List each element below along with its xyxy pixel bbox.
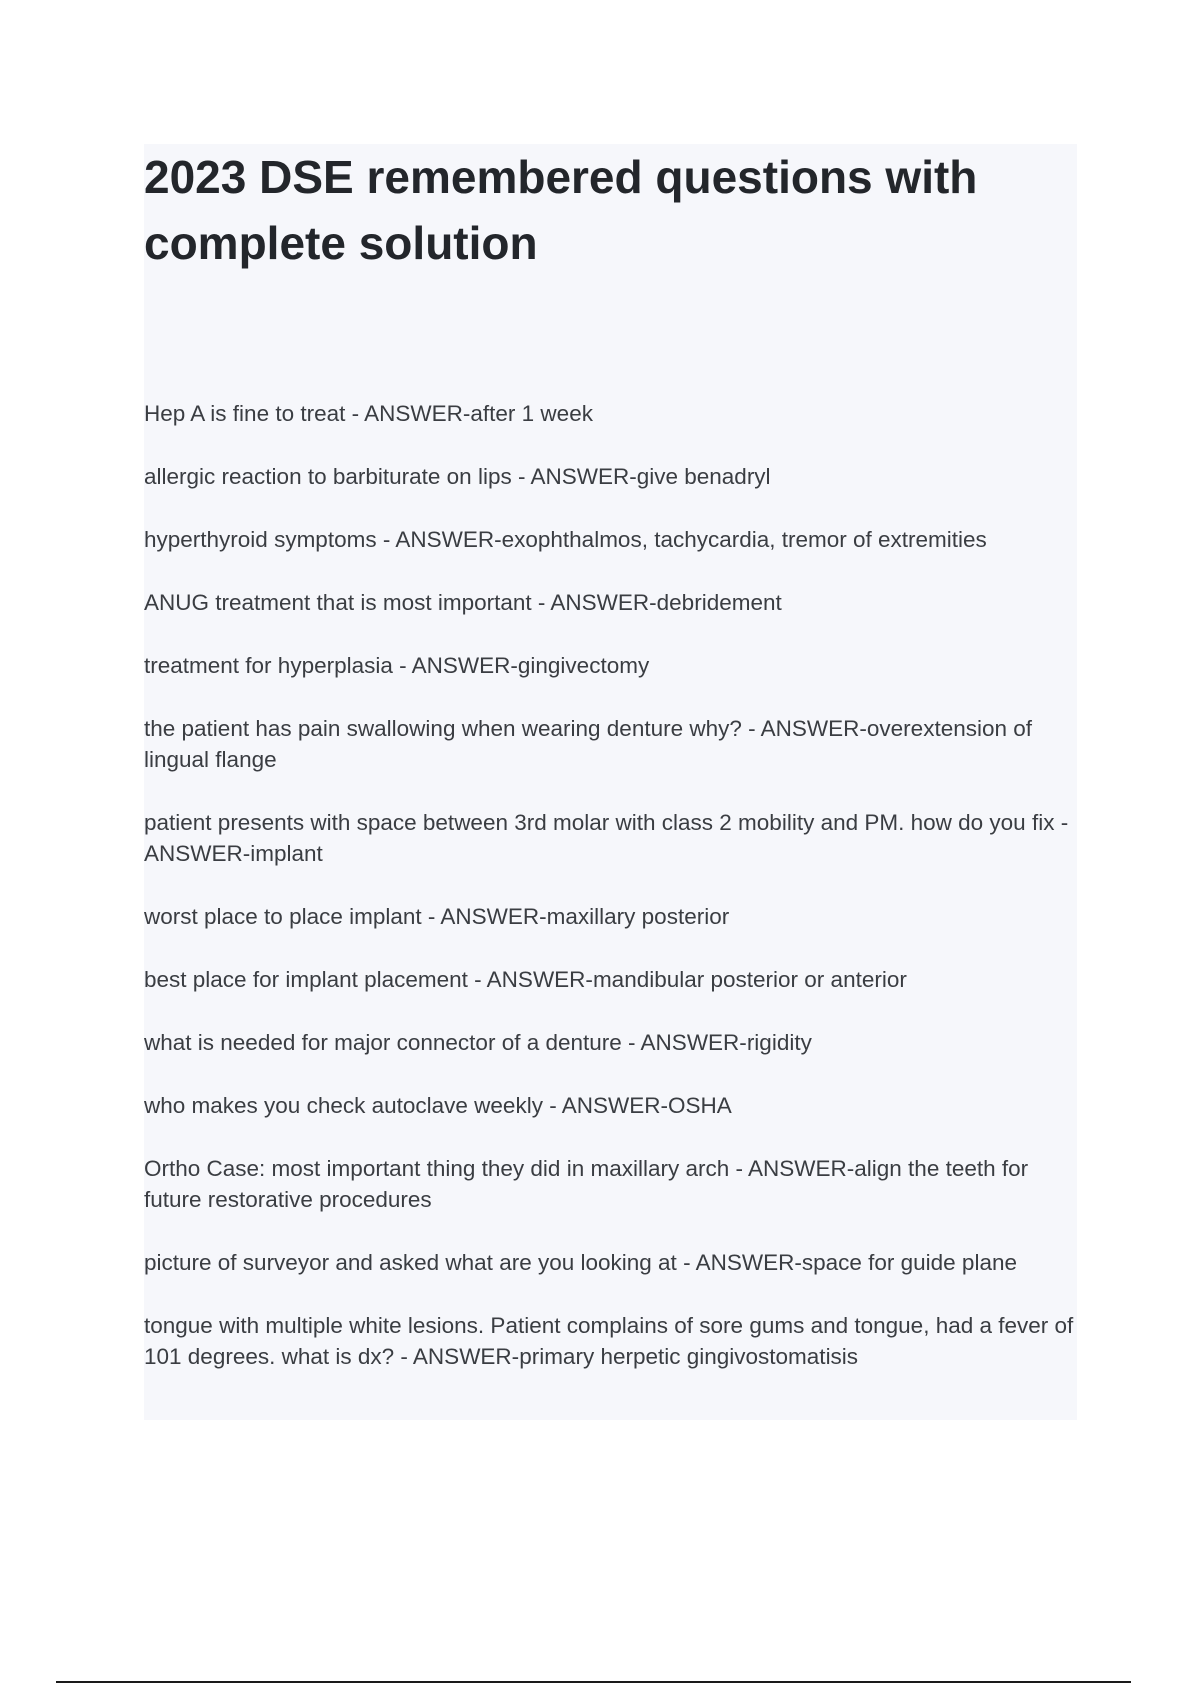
qa-list — [144, 398, 1084, 1404]
answer-text: gingivectomy — [517, 653, 650, 678]
answer-prefix: - ANSWER- — [376, 527, 502, 552]
answer-text: overextension of lingual flange — [144, 716, 1033, 772]
answer-prefix: - ANSWER- — [392, 653, 518, 678]
answer-text: space for guide plane — [801, 1250, 1017, 1275]
document-title: 2023 DSE remembered questions with complete solution — [144, 151, 978, 269]
question-text: who makes you check autoclave weekly — [144, 1093, 543, 1118]
question-text: patient presents with space between 3rd molar with class 2 mobility and PM. how do you fix — [144, 810, 1055, 835]
question-text: tongue with multiple white lesions. Patient complains of sore gums and tongue, had a fever of 101 degrees. what is dx? — [144, 1313, 1074, 1369]
answer-prefix: - ANSWER- — [421, 904, 547, 929]
answer-prefix: - ANSWER- — [394, 1344, 520, 1369]
answer-text: align the teeth for future restorative procedures — [144, 1156, 1029, 1212]
question-text: best place for implant placement — [144, 967, 468, 992]
qa-item — [144, 1247, 1084, 1278]
answer-text: rigidity — [746, 1030, 812, 1055]
answer-prefix: - ANSWER- — [511, 464, 637, 489]
qa-item — [144, 1310, 1084, 1372]
question-text: allergic reaction to barbiturate on lips — [144, 464, 512, 489]
qa-item — [144, 587, 1084, 618]
qa-item — [144, 398, 1084, 429]
answer-text: mandibular posterior or anterior — [592, 967, 907, 992]
answer-text: debridement — [656, 590, 782, 615]
qa-item — [144, 461, 1084, 492]
question-text: picture of surveyor and asked what are you looking at — [144, 1250, 677, 1275]
qa-item — [144, 650, 1084, 681]
answer-prefix: - ANSWER- — [345, 401, 471, 426]
answer-prefix: - ANSWER- — [542, 1093, 668, 1118]
answer-text: maxillary posterior — [546, 904, 730, 929]
question-text: treatment for hyperplasia — [144, 653, 393, 678]
question-text: what is needed for major connector of a denture — [144, 1030, 622, 1055]
answer-text: exophthalmos, tachycardia, tremor of extremities — [501, 527, 987, 552]
question-text: hyperthyroid symptoms — [144, 527, 377, 552]
answer-prefix: - ANSWER- — [729, 1156, 855, 1181]
qa-item — [144, 713, 1084, 775]
answer-text: primary herpetic gingivostomatisis — [519, 1344, 859, 1369]
qa-item — [144, 901, 1084, 932]
answer-prefix: - ANSWER- — [621, 1030, 747, 1055]
answer-prefix: - ANSWER- — [741, 716, 867, 741]
qa-item — [144, 524, 1084, 555]
qa-item — [144, 964, 1084, 995]
answer-text: after 1 week — [470, 401, 593, 426]
question-text: Hep A is fine to treat — [144, 401, 346, 426]
answer-prefix: - ANSWER- — [676, 1250, 802, 1275]
answer-text: OSHA — [667, 1093, 732, 1118]
answer-prefix: - ANSWER- — [531, 590, 657, 615]
qa-item — [144, 1027, 1084, 1058]
footer-divider — [56, 1681, 1131, 1683]
answer-prefix: - ANSWER- — [467, 967, 593, 992]
qa-item — [144, 807, 1084, 869]
question-text: Ortho Case: most important thing they did in maxillary arch — [144, 1156, 730, 1181]
question-text: ANUG treatment that is most important — [144, 590, 532, 615]
question-text: the patient has pain swallowing when wearing denture why? — [144, 716, 742, 741]
answer-text: give benadryl — [636, 464, 771, 489]
answer-text: implant — [250, 841, 323, 866]
qa-item — [144, 1090, 1084, 1121]
answer-prefix: - ANSWER- — [144, 810, 1069, 866]
question-text: worst place to place implant — [144, 904, 422, 929]
qa-item — [144, 1153, 1084, 1215]
